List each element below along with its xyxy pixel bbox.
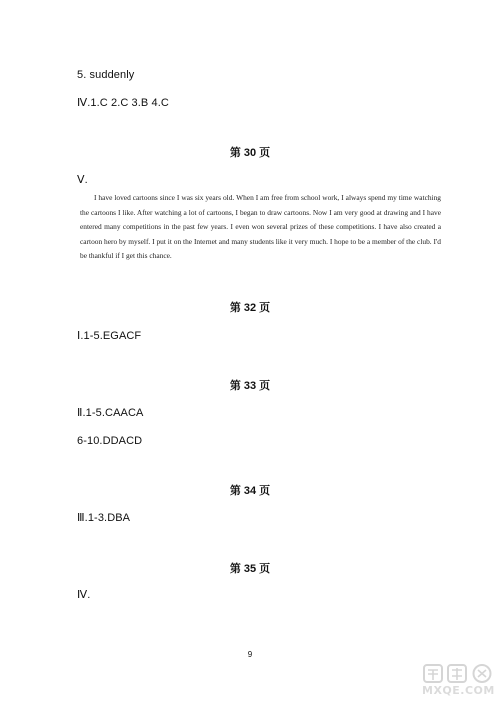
page-heading-32: 第 32 页 — [229, 302, 271, 314]
answer-line-section-2a: Ⅱ.1-5.CAACA — [77, 407, 144, 419]
page-heading-30: 第 30 页 — [229, 147, 271, 159]
page-heading-34: 第 34 页 — [229, 485, 271, 497]
answer-line-suddenly: 5. suddenly — [77, 69, 135, 81]
answer-line-section-4: Ⅳ.1.C 2.C 3.B 4.C — [77, 97, 169, 109]
answer-line-section-1: Ⅰ.1-5.EGACF — [77, 330, 142, 342]
answer-line-section-4b: Ⅳ. — [77, 589, 91, 601]
page-heading-35: 第 35 页 — [229, 563, 271, 575]
page-heading-33: 第 33 页 — [229, 380, 271, 392]
watermark-logo — [422, 662, 494, 700]
watermark-text: MXQE.COM — [422, 684, 495, 697]
answer-line-section-3: Ⅲ.1-3.DBA — [77, 512, 131, 524]
watermark-glyph-icon — [422, 662, 494, 686]
page-number: 9 — [247, 650, 253, 659]
essay-paragraph: I have loved cartoons since I was six years old. When I am free from school work, I always spend my time watching the cartoons I like. After watching a lot of cartoons, I began to draw cartoons. Now I am very good at drawing and I have entered many competitions in the past few years. I even won several prizes of these competitions. I have also created a cartoon hero by myself. I put it on the Internet and many students like it very much. I hope to be a member of the club. I'd be thankful if I get this chance. — [80, 193, 441, 260]
answer-line-section-5: Ⅴ. — [77, 174, 88, 186]
answer-line-section-2b: 6-10.DDACD — [77, 435, 143, 447]
